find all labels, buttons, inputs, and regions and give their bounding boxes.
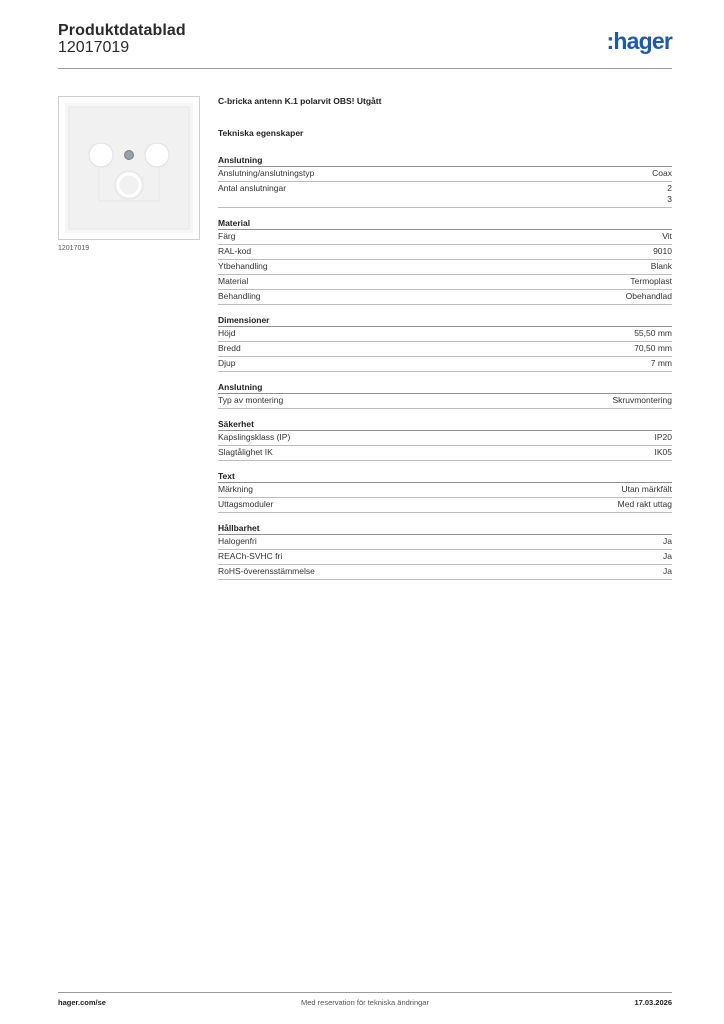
property-section: [218, 315, 672, 372]
property-values: [618, 499, 672, 510]
footer-website: hager.com/se: [58, 998, 106, 1007]
property-values: [626, 291, 672, 302]
property-row: [218, 327, 672, 342]
property-value: Blank: [650, 261, 672, 271]
property-section: [218, 471, 672, 513]
property-label: Behandling: [218, 291, 261, 301]
footer-disclaimer: Med reservation för tekniska ändringar: [301, 998, 429, 1007]
property-values: [663, 536, 672, 547]
property-value: Termoplast: [630, 276, 672, 286]
property-row: [218, 230, 672, 245]
section-title: Anslutning: [218, 155, 672, 167]
property-value: Vit: [662, 231, 672, 241]
product-details: [218, 96, 672, 590]
property-label: Höjd: [218, 328, 236, 338]
product-name: C-bricka antenn K.1 polarvit OBS! Utgått: [218, 96, 382, 106]
property-value: IP20: [654, 432, 672, 442]
property-label: Halogenfri: [218, 536, 257, 546]
page-footer: [58, 998, 672, 1010]
property-row: [218, 535, 672, 550]
property-value: Coax: [652, 168, 672, 178]
property-row: [218, 342, 672, 357]
property-values: [621, 484, 672, 495]
footer-date: 17.03.2026: [634, 998, 672, 1007]
property-label: Bredd: [218, 343, 241, 353]
properties-heading: Tekniska egenskaper: [218, 128, 304, 138]
property-label: Anslutning/anslutningstyp: [218, 168, 315, 178]
property-value: 70,50 mm: [634, 343, 672, 353]
property-row: [218, 275, 672, 290]
property-value: 7 mm: [650, 358, 672, 368]
section-title: Material: [218, 218, 672, 230]
property-sections: [218, 155, 672, 580]
header-divider: [58, 68, 672, 69]
property-section: [218, 218, 672, 305]
property-row: [218, 446, 672, 461]
hager-logo: :hager: [606, 28, 672, 54]
property-label: Märkning: [218, 484, 253, 494]
section-title: Text: [218, 471, 672, 483]
property-value: Utan märkfält: [621, 484, 672, 494]
document-number: 12017019: [58, 39, 130, 56]
property-label: RoHS-överensstämmelse: [218, 566, 315, 576]
property-row: [218, 394, 672, 409]
property-label: REACh-SVHC fri: [218, 551, 283, 561]
section-title: Säkerhet: [218, 419, 672, 431]
property-row: [218, 357, 672, 372]
antenna-cover-plate-icon: [59, 97, 199, 239]
property-row: [218, 260, 672, 275]
property-values: [662, 231, 672, 242]
property-value: 9010: [653, 246, 672, 256]
property-value: 3: [667, 194, 672, 204]
property-row: [218, 245, 672, 260]
property-values: [651, 261, 672, 272]
property-values: [655, 447, 673, 458]
image-caption: 12017019: [58, 245, 90, 252]
property-value: Ja: [663, 536, 672, 546]
property-label: Färg: [218, 231, 236, 241]
property-label: Kapslingsklass (IP): [218, 432, 291, 442]
property-value: IK05: [654, 447, 672, 457]
property-values: [663, 566, 672, 577]
footer-divider: [58, 992, 672, 993]
property-row: [218, 182, 672, 208]
property-row: [218, 498, 672, 513]
property-value: 55,50 mm: [634, 328, 672, 338]
property-value: Ja: [663, 551, 672, 561]
property-label: Djup: [218, 358, 236, 368]
property-values: [663, 551, 672, 562]
product-image: [58, 96, 200, 240]
property-values: [612, 395, 672, 406]
property-row: [218, 290, 672, 305]
property-label: Slagtålighet IK: [218, 447, 273, 457]
property-label: Ytbehandling: [218, 261, 268, 271]
property-values: [634, 343, 672, 354]
property-label: Uttagsmoduler: [218, 499, 274, 509]
property-value: Obehandlad: [625, 291, 672, 301]
section-title: Anslutning: [218, 382, 672, 394]
property-row: [218, 550, 672, 565]
property-values: [653, 246, 672, 257]
property-section: [218, 523, 672, 580]
property-row: [218, 167, 672, 182]
property-values: [652, 168, 672, 179]
property-value: Med rakt uttag: [617, 499, 672, 509]
property-value: Skruvmontering: [612, 395, 672, 405]
property-row: [218, 431, 672, 446]
section-title: Dimensioner: [218, 315, 672, 327]
property-values: [655, 432, 673, 443]
property-value: 2: [667, 183, 672, 193]
property-section: [218, 155, 672, 208]
property-values: [630, 276, 672, 287]
property-section: [218, 419, 672, 461]
property-values: [634, 328, 672, 339]
section-title: Hållbarhet: [218, 523, 672, 535]
property-label: Material: [218, 276, 249, 286]
property-value: Ja: [663, 566, 672, 576]
property-values: [651, 358, 672, 369]
property-values: [667, 183, 672, 205]
property-label: Antal anslutningar: [218, 183, 287, 193]
page-header: [58, 22, 672, 70]
property-label: Typ av montering: [218, 395, 284, 405]
property-row: [218, 483, 672, 498]
document-title: Produktdatablad: [58, 22, 186, 39]
property-row: [218, 565, 672, 580]
property-label: RAL-kod: [218, 246, 252, 256]
property-section: [218, 382, 672, 409]
